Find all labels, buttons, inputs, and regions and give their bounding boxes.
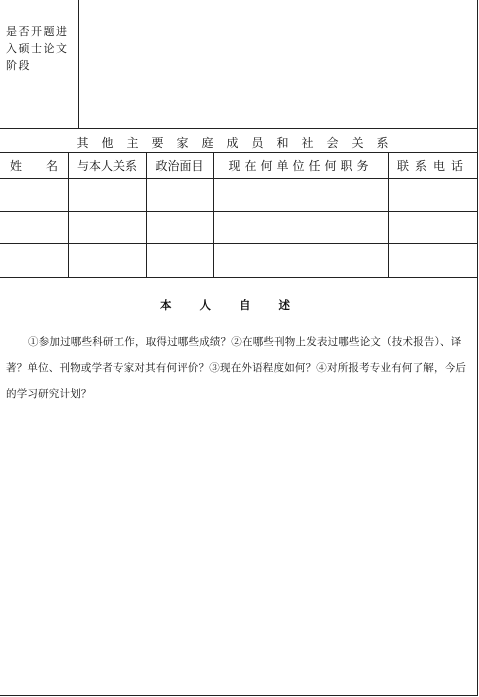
thesis-stage-field[interactable] xyxy=(79,0,477,128)
table-row xyxy=(0,212,478,243)
cell-name[interactable] xyxy=(0,244,68,277)
cell-phone[interactable] xyxy=(389,179,478,211)
header-name: 姓 名 xyxy=(9,159,58,173)
thesis-stage-label: 是否开题进入硕士论文阶段 xyxy=(6,25,69,72)
header-current-position: 现在何单位任何职务 xyxy=(228,159,373,173)
cell-relation[interactable] xyxy=(69,212,146,243)
cell-current-position[interactable] xyxy=(214,179,388,211)
header-political-status: 政治面目 xyxy=(155,159,204,173)
family-section-title: 其他主要家庭成员和社会关系 xyxy=(76,136,402,150)
cell-phone[interactable] xyxy=(389,244,478,277)
cell-relation[interactable] xyxy=(69,244,146,277)
cell-political-status[interactable] xyxy=(147,244,213,277)
cell-political-status[interactable] xyxy=(147,212,213,243)
header-relation: 与本人关系 xyxy=(76,159,137,173)
cell-political-status[interactable] xyxy=(147,179,213,211)
section-top-rule xyxy=(0,128,478,129)
cell-current-position[interactable] xyxy=(214,212,388,243)
cell-name[interactable] xyxy=(0,212,68,243)
self-statement-title: 本人自述 xyxy=(160,298,318,312)
self-statement-prompt: ①参加过哪些科研工作，取得过哪些成绩？②在哪些刊物上发表过哪些论文（技术报告）、译著？单位、刊物或学者专家对其有何评价？③现在外语程度如何？④对所报考专业有何了解，今后的学习研究计划？ xyxy=(6,336,467,400)
cell-phone[interactable] xyxy=(389,212,478,243)
row-rule-3 xyxy=(0,277,478,278)
cell-current-position[interactable] xyxy=(214,244,388,277)
self-statement-field[interactable] xyxy=(0,410,477,695)
table-row xyxy=(0,179,478,211)
table-row xyxy=(0,244,478,277)
cell-name[interactable] xyxy=(0,179,68,211)
section-title-rule xyxy=(0,152,478,153)
header-phone: 联系电话 xyxy=(396,159,469,173)
cell-relation[interactable] xyxy=(69,179,146,211)
